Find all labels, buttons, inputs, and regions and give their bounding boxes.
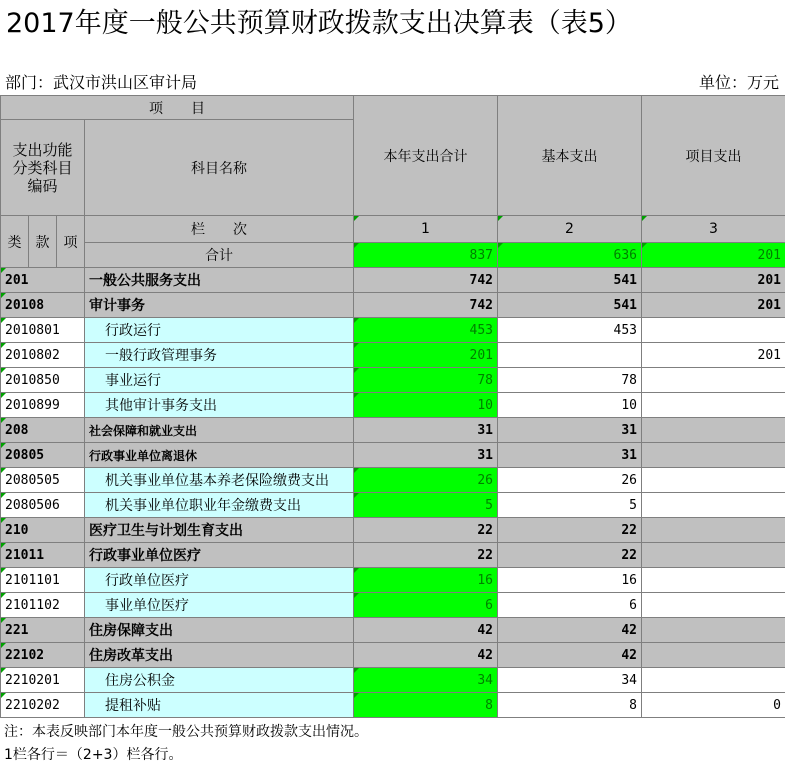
unit-label: 单位：万元 [698,73,779,92]
header-num-2: 2 [498,216,642,243]
row-code: 21011 [1,543,85,568]
row-project [642,568,785,593]
budget-table [0,95,785,718]
row-basic: 453 [498,318,642,343]
row-basic: 541 [498,268,642,293]
row-code: 2010850 [1,368,85,393]
row-total: 42 [354,618,498,643]
row-total: 31 [354,443,498,468]
row-project [642,493,785,518]
row-basic: 26 [498,468,642,493]
report-title: 2017年度一般公共预算财政拨款支出决算表（表5） [6,8,632,39]
row-project [642,418,785,443]
row-basic: 31 [498,418,642,443]
row-project: 201 [642,343,785,368]
row-code: 201 [1,268,85,293]
row-name: 机关事业单位基本养老保险缴费支出 [85,468,354,493]
table-row [1,668,785,693]
header-num-1: 1 [354,216,498,243]
row-name: 行政运行 [85,318,354,343]
row-basic: 22 [498,518,642,543]
table-row [1,593,785,618]
row-project [642,618,785,643]
header-lanci: 栏 次 [85,216,354,243]
row-basic [498,343,642,368]
header-name-label: 科目名称 [85,120,354,216]
row-total: 742 [354,293,498,318]
row-name: 提租补贴 [85,693,354,718]
row-code: 210 [1,518,85,543]
row-total: 34 [354,668,498,693]
header-basic: 基本支出 [498,96,642,216]
header-code-label: 支出功能分类科目编码 [1,120,85,216]
total-basic: 636 [498,243,642,268]
row-total: 42 [354,643,498,668]
row-basic: 8 [498,693,642,718]
total-sum: 837 [354,243,498,268]
table-row [1,343,785,368]
row-name: 医疗卫生与计划生育支出 [85,518,354,543]
row-code: 2101102 [1,593,85,618]
row-basic: 541 [498,293,642,318]
table-row [1,418,785,443]
row-code: 20805 [1,443,85,468]
report-meta [0,72,785,94]
row-name: 行政单位医疗 [85,568,354,593]
row-code: 208 [1,418,85,443]
header-project: 项目支出 [642,96,785,216]
note-line-2: 1栏各行＝（2+3）栏各行。 [4,747,183,763]
header-item: 项 目 [1,96,354,120]
department-label: 部门：武汉市洪山区审计局 [5,73,198,92]
table-row [1,618,785,643]
row-code: 22102 [1,643,85,668]
row-name: 住房公积金 [85,668,354,693]
row-code: 2080506 [1,493,85,518]
row-basic: 16 [498,568,642,593]
row-total: 31 [354,418,498,443]
total-label: 合计 [85,243,354,268]
header-xiang: 项 [57,216,85,268]
row-total: 5 [354,493,498,518]
table-row [1,468,785,493]
row-name: 社会保障和就业支出 [85,418,354,443]
row-code: 2210201 [1,668,85,693]
header-kuan: 款 [29,216,57,268]
row-total: 8 [354,693,498,718]
table-row [1,493,785,518]
row-name: 审计事务 [85,293,354,318]
header-total: 本年支出合计 [354,96,498,216]
total-project: 201 [642,243,785,268]
row-total: 201 [354,343,498,368]
row-code: 2210202 [1,693,85,718]
table-row [1,268,785,293]
row-project [642,518,785,543]
row-project [642,318,785,343]
row-project [642,368,785,393]
table-row [1,443,785,468]
row-total: 453 [354,318,498,343]
row-project [642,668,785,693]
row-total: 22 [354,518,498,543]
row-total: 10 [354,393,498,418]
row-total: 26 [354,468,498,493]
row-project: 0 [642,693,785,718]
row-code: 2101101 [1,568,85,593]
row-name: 事业单位医疗 [85,593,354,618]
row-code: 2080505 [1,468,85,493]
row-project [642,393,785,418]
row-name: 一般公共服务支出 [85,268,354,293]
row-basic: 6 [498,593,642,618]
table-row [1,393,785,418]
row-project [642,593,785,618]
row-total: 16 [354,568,498,593]
table-row [1,293,785,318]
row-code: 2010801 [1,318,85,343]
row-code: 20108 [1,293,85,318]
row-name: 住房保障支出 [85,618,354,643]
note-line-1: 注：本表反映部门本年度一般公共预算财政拨款支出情况。 [4,724,368,740]
row-name: 行政事业单位离退休 [85,443,354,468]
table-row [1,693,785,718]
row-total: 742 [354,268,498,293]
row-total: 6 [354,593,498,618]
row-total: 22 [354,543,498,568]
row-basic: 10 [498,393,642,418]
header-lei: 类 [1,216,29,268]
table-row [1,543,785,568]
row-name: 一般行政管理事务 [85,343,354,368]
row-basic: 42 [498,618,642,643]
row-project [642,468,785,493]
row-name: 住房改革支出 [85,643,354,668]
row-total: 78 [354,368,498,393]
header-num-3: 3 [642,216,785,243]
table-row [1,568,785,593]
row-basic: 42 [498,643,642,668]
table-row [1,368,785,393]
row-code: 221 [1,618,85,643]
row-basic: 22 [498,543,642,568]
row-name: 其他审计事务支出 [85,393,354,418]
table-row [1,518,785,543]
row-basic: 78 [498,368,642,393]
row-project [642,543,785,568]
row-project [642,443,785,468]
row-name: 机关事业单位职业年金缴费支出 [85,493,354,518]
row-basic: 5 [498,493,642,518]
row-name: 事业运行 [85,368,354,393]
table-row [1,643,785,668]
row-project: 201 [642,293,785,318]
row-basic: 34 [498,668,642,693]
row-project: 201 [642,268,785,293]
row-project [642,643,785,668]
row-name: 行政事业单位医疗 [85,543,354,568]
row-basic: 31 [498,443,642,468]
row-code: 2010899 [1,393,85,418]
row-code: 2010802 [1,343,85,368]
table-row [1,318,785,343]
